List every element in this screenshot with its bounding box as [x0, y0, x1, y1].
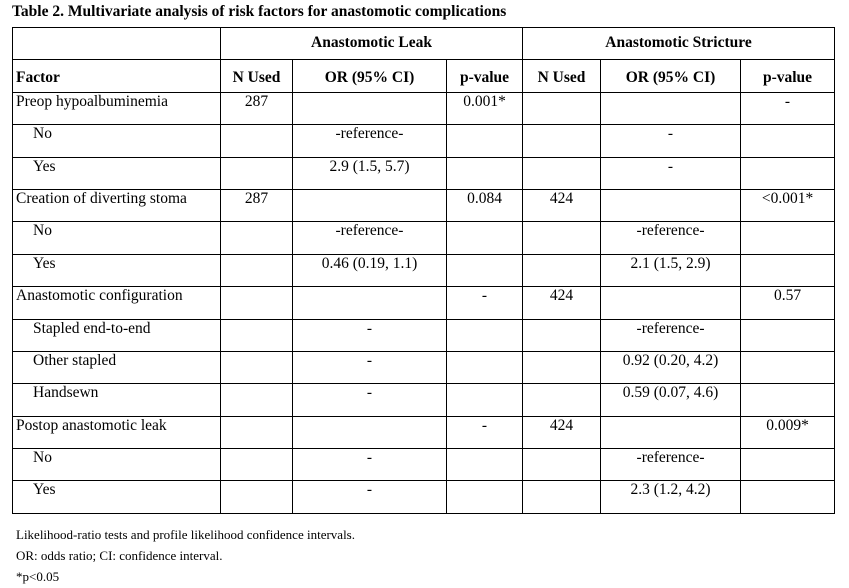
stricture-p-value-cell — [741, 125, 835, 157]
stricture-or-cell — [601, 92, 741, 124]
leak-p-value-cell — [447, 384, 523, 416]
stricture-n-used-cell — [523, 481, 601, 513]
stricture-n-used-cell — [523, 157, 601, 189]
leak-n-used-cell — [221, 222, 293, 254]
stricture-or-cell: - — [601, 125, 741, 157]
table-row — [13, 92, 835, 124]
leak-n-used-cell — [221, 416, 293, 448]
leak-p-value-cell — [447, 157, 523, 189]
leak-or-cell — [293, 189, 447, 221]
stricture-n-used-cell — [523, 384, 601, 416]
stricture-or-cell — [601, 189, 741, 221]
table-subrow — [13, 384, 835, 416]
table-subrow — [13, 481, 835, 513]
table-subrow — [13, 125, 835, 157]
factor-cell: No — [13, 222, 221, 254]
factor-cell: No — [13, 449, 221, 481]
leak-or-cell — [293, 416, 447, 448]
factor-cell: Other stapled — [13, 351, 221, 383]
stricture-p-value-cell — [741, 222, 835, 254]
footnote-significance: *p<0.05 — [16, 569, 60, 584]
leak-or-cell: - — [293, 481, 447, 513]
factor-cell: Handsewn — [13, 384, 221, 416]
leak-p-value-cell — [447, 319, 523, 351]
table-subrow — [13, 319, 835, 351]
factor-cell: Postop anastomotic leak — [13, 416, 221, 448]
stricture-p-value-cell — [741, 351, 835, 383]
footnote-methods: Likelihood-ratio tests and profile likelihood confidence intervals. — [16, 527, 355, 542]
stricture-p-value-cell — [741, 157, 835, 189]
leak-or-header: OR (95% CI) — [293, 60, 447, 92]
leak-n-used-cell — [221, 319, 293, 351]
leak-p-value-cell: - — [447, 287, 523, 319]
column-header-row — [13, 60, 835, 92]
leak-p-value-cell — [447, 351, 523, 383]
stricture-p-value-cell — [741, 319, 835, 351]
empty-header-cell — [13, 28, 221, 60]
leak-or-cell — [293, 287, 447, 319]
leak-p-value-header: p-value — [447, 60, 523, 92]
stricture-n-used-header: N Used — [523, 60, 601, 92]
leak-n-used-cell — [221, 125, 293, 157]
stricture-p-value-cell — [741, 384, 835, 416]
factor-cell: Yes — [13, 157, 221, 189]
leak-n-used-cell — [221, 157, 293, 189]
table-row — [13, 189, 835, 221]
leak-p-value-cell — [447, 125, 523, 157]
leak-n-used-cell — [221, 449, 293, 481]
stricture-p-value-cell: - — [741, 92, 835, 124]
leak-n-used-header: N Used — [221, 60, 293, 92]
leak-n-used-cell: 287 — [221, 92, 293, 124]
leak-p-value-cell — [447, 481, 523, 513]
group-header-row — [13, 28, 835, 60]
stricture-p-value-header: p-value — [741, 60, 835, 92]
stricture-or-cell: 0.92 (0.20, 4.2) — [601, 351, 741, 383]
table-subrow — [13, 157, 835, 189]
stricture-or-cell: 2.3 (1.2, 4.2) — [601, 481, 741, 513]
stricture-n-used-cell: 424 — [523, 189, 601, 221]
factor-cell: Preop hypoalbuminemia — [13, 92, 221, 124]
stricture-p-value-cell: 0.009* — [741, 416, 835, 448]
footnotes — [16, 524, 355, 587]
stricture-n-used-cell — [523, 449, 601, 481]
stricture-p-value-cell — [741, 254, 835, 286]
factor-cell: Yes — [13, 481, 221, 513]
factor-column-header: Factor — [13, 60, 221, 92]
stricture-or-cell: -reference- — [601, 449, 741, 481]
leak-n-used-cell — [221, 351, 293, 383]
leak-n-used-cell — [221, 481, 293, 513]
stricture-or-cell: - — [601, 157, 741, 189]
stricture-n-used-cell — [523, 351, 601, 383]
anastomotic-leak-header: Anastomotic Leak — [221, 28, 523, 60]
stricture-or-cell: 2.1 (1.5, 2.9) — [601, 254, 741, 286]
leak-p-value-cell — [447, 254, 523, 286]
leak-p-value-cell: 0.001* — [447, 92, 523, 124]
table-row — [13, 287, 835, 319]
leak-n-used-cell: 287 — [221, 189, 293, 221]
table-row — [13, 416, 835, 448]
footnote-abbreviations: OR: odds ratio; CI: confidence interval. — [16, 548, 223, 563]
table-subrow — [13, 449, 835, 481]
leak-p-value-cell — [447, 449, 523, 481]
leak-or-cell: - — [293, 351, 447, 383]
factor-cell: Anastomotic configuration — [13, 287, 221, 319]
leak-or-cell — [293, 92, 447, 124]
table-subrow — [13, 351, 835, 383]
factor-cell: No — [13, 125, 221, 157]
stricture-or-cell: -reference- — [601, 319, 741, 351]
risk-factor-table — [12, 27, 835, 514]
leak-or-cell: -reference- — [293, 222, 447, 254]
stricture-n-used-cell — [523, 125, 601, 157]
leak-p-value-cell: - — [447, 416, 523, 448]
stricture-or-header: OR (95% CI) — [601, 60, 741, 92]
stricture-p-value-cell: 0.57 — [741, 287, 835, 319]
leak-n-used-cell — [221, 254, 293, 286]
table-subrow — [13, 222, 835, 254]
table-body — [13, 92, 835, 513]
stricture-p-value-cell: <0.001* — [741, 189, 835, 221]
leak-or-cell: - — [293, 449, 447, 481]
stricture-n-used-cell — [523, 222, 601, 254]
stricture-p-value-cell — [741, 449, 835, 481]
stricture-n-used-cell — [523, 92, 601, 124]
leak-n-used-cell — [221, 287, 293, 319]
stricture-n-used-cell — [523, 319, 601, 351]
leak-or-cell: 2.9 (1.5, 5.7) — [293, 157, 447, 189]
leak-n-used-cell — [221, 384, 293, 416]
leak-or-cell: -reference- — [293, 125, 447, 157]
stricture-or-cell — [601, 416, 741, 448]
factor-cell: Stapled end-to-end — [13, 319, 221, 351]
factor-cell: Yes — [13, 254, 221, 286]
factor-cell: Creation of diverting stoma — [13, 189, 221, 221]
stricture-n-used-cell — [523, 254, 601, 286]
stricture-or-cell: -reference- — [601, 222, 741, 254]
leak-p-value-cell — [447, 222, 523, 254]
leak-p-value-cell: 0.084 — [447, 189, 523, 221]
leak-or-cell: - — [293, 384, 447, 416]
table-title: Table 2. Multivariate analysis of risk factors for anastomotic complications — [12, 3, 507, 20]
stricture-or-cell — [601, 287, 741, 319]
stricture-or-cell: 0.59 (0.07, 4.6) — [601, 384, 741, 416]
stricture-p-value-cell — [741, 481, 835, 513]
table-subrow — [13, 254, 835, 286]
stricture-n-used-cell: 424 — [523, 416, 601, 448]
leak-or-cell: - — [293, 319, 447, 351]
leak-or-cell: 0.46 (0.19, 1.1) — [293, 254, 447, 286]
stricture-n-used-cell: 424 — [523, 287, 601, 319]
anastomotic-stricture-header: Anastomotic Stricture — [523, 28, 835, 60]
